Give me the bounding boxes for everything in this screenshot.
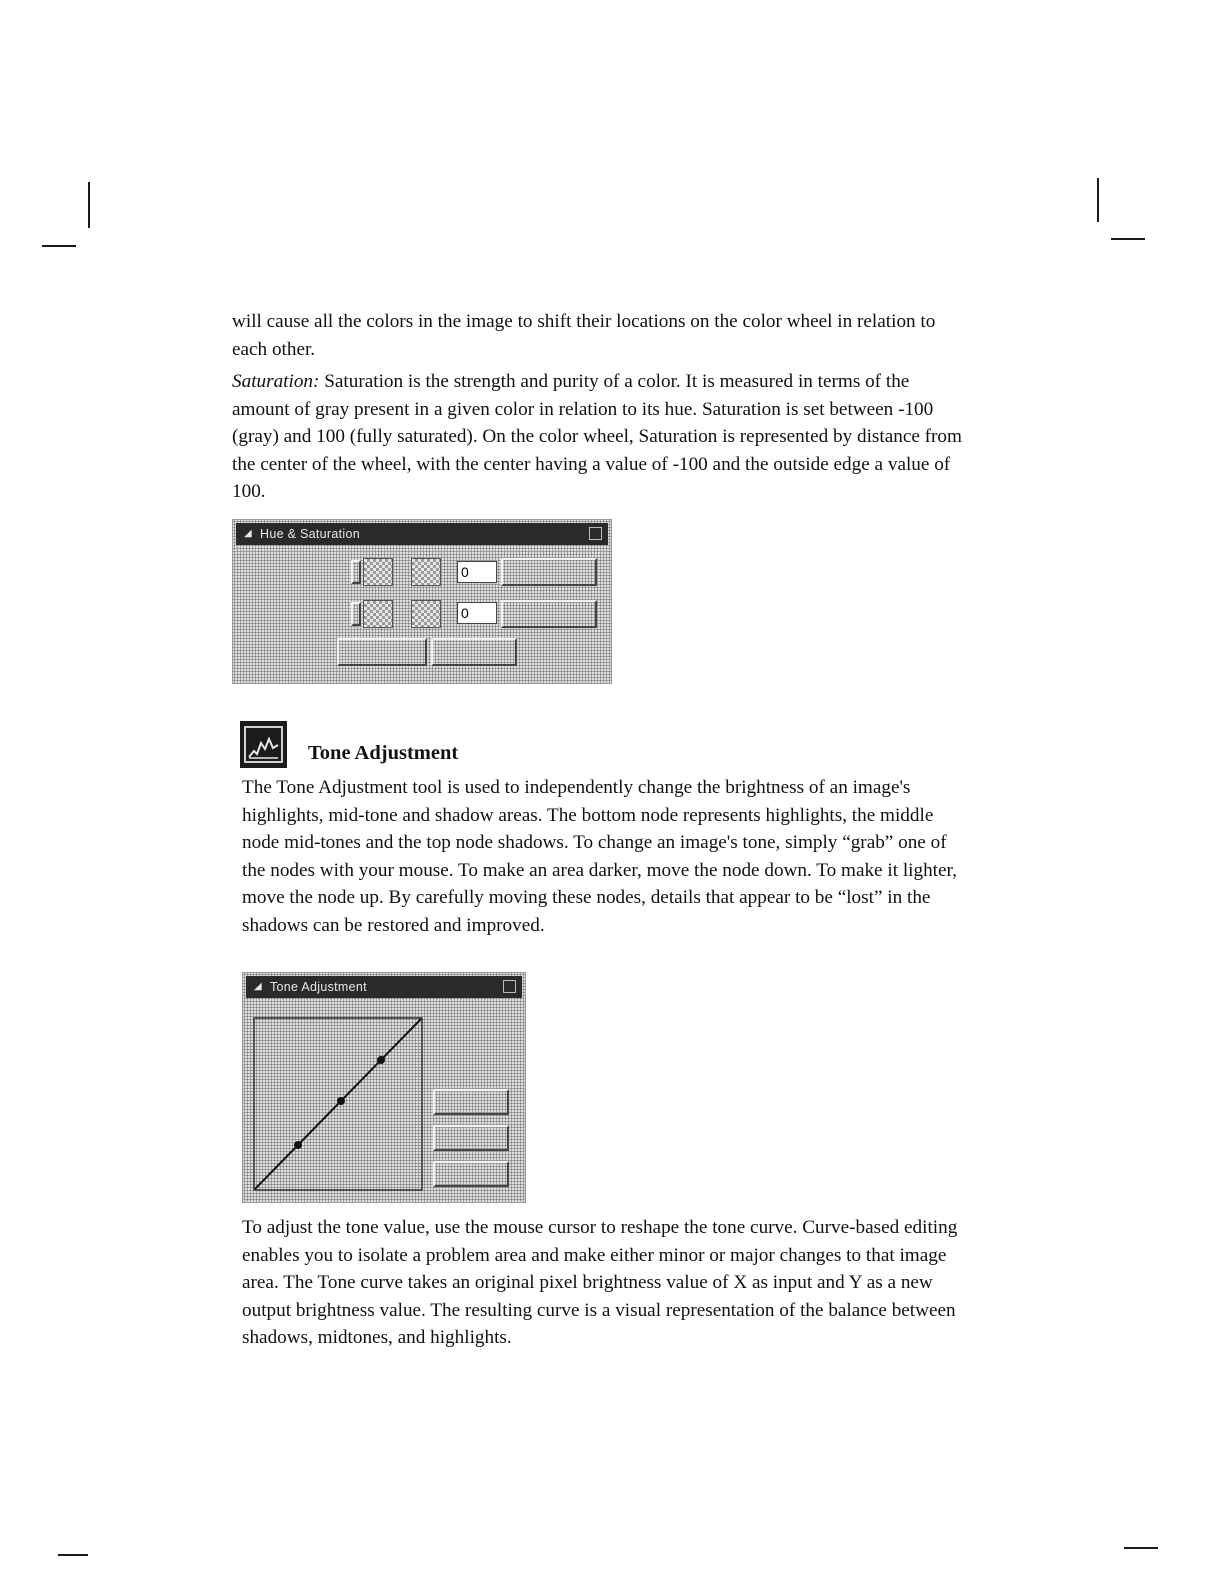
crop-mark-top-right-horizontal [1111, 238, 1145, 240]
saturation-slider-right[interactable] [501, 600, 597, 628]
saturation-value-field[interactable]: 0 [457, 602, 497, 624]
paragraph-hue-end: will cause all the colors in the image to shift their locations on the color wheel in relation to each other. [232, 311, 936, 360]
saturation-spinner[interactable] [351, 602, 361, 626]
crop-mark-bottom-left-horizontal [58, 1554, 88, 1556]
tone-adjustment-titlebar[interactable] [246, 976, 522, 998]
crop-mark-bottom-right-horizontal [1124, 1547, 1158, 1549]
arrow-icon: ◢ [244, 528, 252, 539]
arrow-icon: ◢ [254, 981, 262, 992]
crop-mark-top-left-vertical [88, 182, 90, 228]
hue-saturation-title: Hue & Saturation [260, 527, 360, 541]
hue-dialog-button-left[interactable] [337, 638, 427, 666]
hue-saturation-dialog [232, 519, 612, 684]
crop-mark-top-left-horizontal [42, 245, 76, 247]
tone-node-bottom [294, 1141, 302, 1149]
saturation-body: Saturation is the strength and purity of a color. It is measured in terms of the amount of gray present in a given color in relation to its hue. Saturation is set between -100 (gray) and 100 (fully saturated). On the color wheel, Saturation is represented by distance from the center of the wheel, with the center having a value of -100 and the outside edge a value of 100. [232, 371, 962, 502]
saturation-swatch-left[interactable] [363, 600, 393, 628]
tone-adjustment-title: Tone Adjustment [270, 980, 367, 994]
tone-adjustment-icon [240, 721, 287, 768]
saturation-label: Saturation: [232, 371, 320, 392]
hue-spinner[interactable] [351, 560, 361, 584]
tone-button-2[interactable] [433, 1125, 509, 1151]
tone-button-1[interactable] [433, 1089, 509, 1115]
paragraph-saturation [232, 368, 967, 506]
hue-value-field[interactable]: 0 [457, 561, 497, 583]
paragraph-tone-intro: The Tone Adjustment tool is used to independently change the brightness of an image's highlights, mid-tone and shadow areas. The bottom node represents highlights, the middle node mid-tones and the top node shadows. To change an image's tone, simply “grab” one of the nodes with your mouse. To make an area darker, move the node down. To make it lighter, move the node up. By carefully moving these nodes, details that appear to be “lost” in the shadows can be restored and improved. [242, 777, 957, 936]
tone-node-top [377, 1056, 385, 1064]
tone-button-3[interactable] [433, 1161, 509, 1187]
paragraph-tone-curve: To adjust the tone value, use the mouse cursor to reshape the tone curve. Curve-based editing enables you to isolate a problem area and make either minor or major changes to that image area. The Tone curve takes an original pixel brightness value of X as input and Y as a new output brightness value. The resulting curve is a visual representation of the balance between shadows, midtones, and highlights. [242, 1217, 958, 1348]
hue-saturation-titlebar[interactable] [236, 523, 608, 545]
saturation-swatch-right[interactable] [411, 600, 441, 628]
close-icon[interactable] [503, 980, 516, 993]
hue-swatch-right[interactable] [411, 558, 441, 586]
tone-curve-graph[interactable] [253, 1017, 423, 1193]
close-icon[interactable] [589, 527, 602, 540]
crop-mark-top-right-vertical [1097, 178, 1099, 222]
hue-swatch-left[interactable] [363, 558, 393, 586]
tone-curve-line [255, 1019, 421, 1189]
tone-node-middle [337, 1097, 345, 1105]
section-heading-tone-adjustment: Tone Adjustment [308, 742, 459, 764]
tone-adjustment-dialog [242, 972, 526, 1203]
hue-slider-right[interactable] [501, 558, 597, 586]
hue-dialog-button-right[interactable] [431, 638, 517, 666]
